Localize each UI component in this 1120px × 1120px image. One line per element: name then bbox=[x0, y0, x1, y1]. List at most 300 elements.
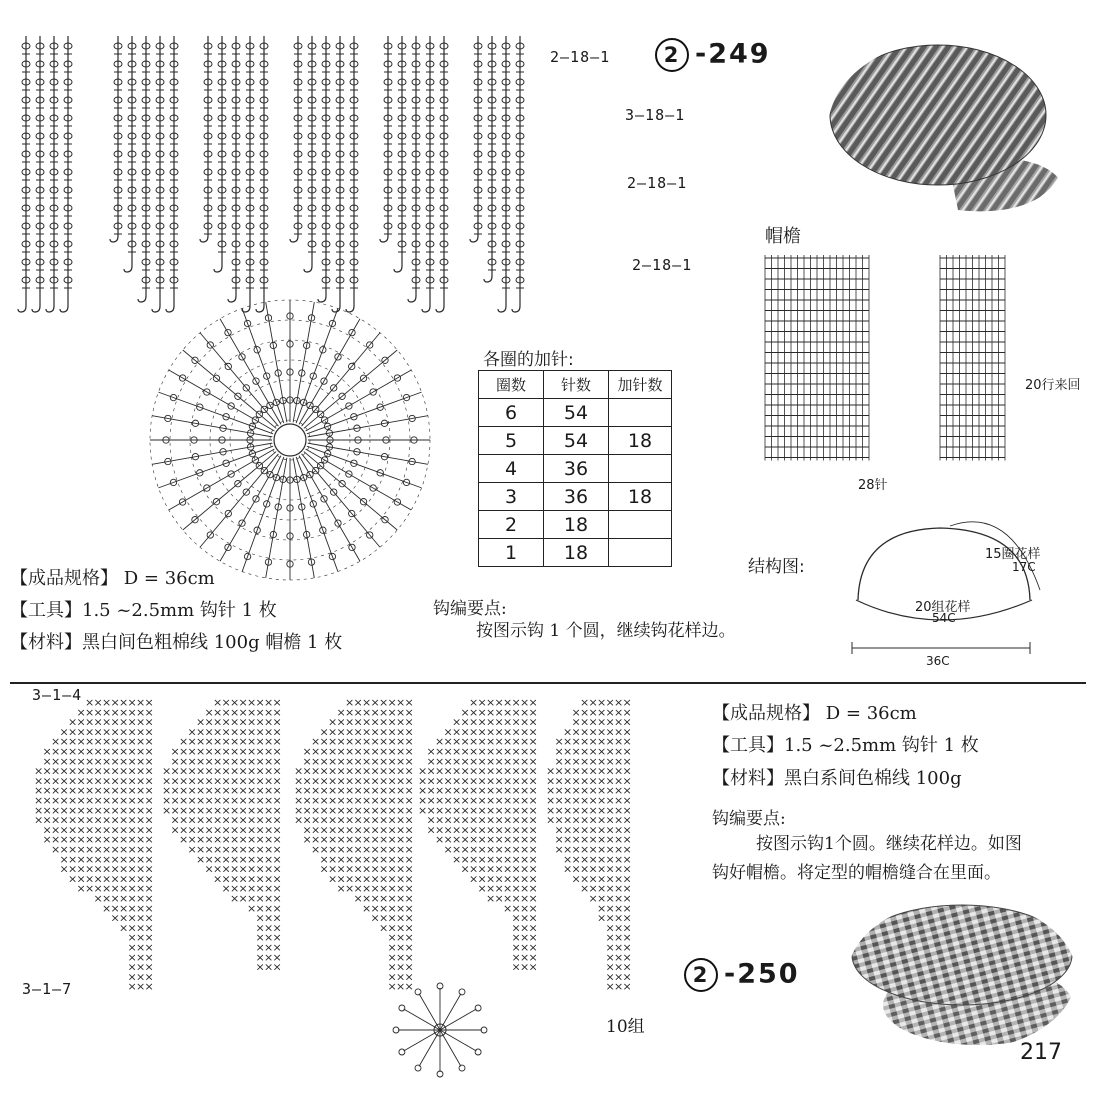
x-stitch: × bbox=[328, 715, 338, 729]
x-stitch: × bbox=[119, 803, 129, 817]
x-stitch: × bbox=[580, 843, 590, 856]
x-stitch: × bbox=[238, 852, 248, 866]
x-stitch: × bbox=[528, 843, 538, 856]
x-stitch: × bbox=[563, 862, 573, 876]
x-stitch: × bbox=[76, 774, 86, 788]
x-stitch: × bbox=[396, 696, 406, 709]
x-stitch: × bbox=[370, 745, 380, 758]
cell: 54 bbox=[544, 427, 609, 455]
x-stitch: × bbox=[614, 705, 624, 719]
x-stitch: × bbox=[396, 725, 406, 739]
circled-number: 2 bbox=[655, 38, 689, 72]
x-stitch: × bbox=[563, 833, 573, 847]
x-stitch: × bbox=[213, 715, 223, 729]
x-stitch: × bbox=[68, 715, 78, 729]
x-stitch: × bbox=[59, 754, 69, 768]
x-stitch: × bbox=[486, 892, 496, 905]
x-stitch: × bbox=[272, 725, 282, 739]
x-stitch: × bbox=[396, 794, 406, 807]
x-stitch: × bbox=[179, 813, 189, 827]
x-stitch: × bbox=[247, 715, 257, 729]
x-stitch: × bbox=[469, 852, 479, 866]
x-stitch: × bbox=[404, 950, 414, 964]
spec-value: D = 36cm bbox=[123, 568, 215, 589]
x-stitch: × bbox=[520, 735, 530, 749]
x-stitch: × bbox=[452, 774, 462, 788]
x-stitch: × bbox=[272, 715, 282, 729]
x-stitch: × bbox=[328, 833, 338, 847]
x-stitch: × bbox=[213, 784, 223, 798]
x-stitch: × bbox=[443, 823, 453, 837]
x-stitch: × bbox=[622, 705, 632, 719]
x-stitch: × bbox=[580, 705, 590, 719]
x-stitch: × bbox=[563, 754, 573, 768]
x-stitch: × bbox=[571, 843, 581, 856]
x-stitch: × bbox=[230, 882, 240, 896]
x-stitch: × bbox=[255, 735, 265, 749]
x-stitch: × bbox=[93, 794, 103, 807]
x-stitch: × bbox=[187, 735, 197, 749]
x-stitch: × bbox=[76, 872, 86, 886]
x-stitch: × bbox=[435, 794, 445, 807]
structure-title: 结构图: bbox=[748, 557, 805, 577]
x-stitch: × bbox=[370, 735, 380, 749]
round-spoke bbox=[307, 446, 422, 488]
x-stitch: × bbox=[580, 715, 590, 729]
x-stitch: × bbox=[396, 715, 406, 729]
x-stitch: × bbox=[272, 735, 282, 749]
x-stitch: × bbox=[238, 803, 248, 817]
x-stitch: × bbox=[319, 735, 329, 749]
cell bbox=[609, 511, 672, 539]
x-stitch: × bbox=[230, 696, 240, 709]
x-stitch: × bbox=[93, 843, 103, 856]
x-stitch: × bbox=[93, 872, 103, 886]
x-stitch: × bbox=[345, 813, 355, 827]
x-stitch: × bbox=[605, 794, 615, 807]
increase-table bbox=[478, 370, 672, 567]
x-stitch: × bbox=[486, 715, 496, 729]
x-stitch: × bbox=[477, 813, 487, 827]
x-stitch: × bbox=[136, 980, 146, 994]
x-stitch: × bbox=[404, 784, 414, 798]
x-stitch: × bbox=[204, 735, 214, 749]
x-stitch: × bbox=[34, 794, 44, 807]
x-stitch: × bbox=[597, 852, 607, 866]
x-stitch: × bbox=[119, 794, 129, 807]
x-stitch: × bbox=[580, 813, 590, 827]
x-stitch: × bbox=[379, 715, 389, 729]
x-stitch: × bbox=[404, 823, 414, 837]
x-stitch: × bbox=[580, 862, 590, 876]
x-stitch: × bbox=[520, 803, 530, 817]
x-stitch: × bbox=[221, 745, 231, 758]
x-stitch: × bbox=[170, 754, 180, 768]
x-stitch: × bbox=[477, 862, 487, 876]
x-stitch: × bbox=[404, 794, 414, 807]
x-stitch: × bbox=[221, 696, 231, 709]
groups-label: 10组 bbox=[606, 1017, 645, 1037]
x-stitch: × bbox=[353, 696, 363, 709]
x-stitch: × bbox=[302, 794, 312, 807]
x-stitch: × bbox=[127, 774, 137, 788]
x-stitch: × bbox=[477, 872, 487, 886]
x-stitch: × bbox=[204, 803, 214, 817]
motif-loop bbox=[415, 989, 421, 995]
x-stitch: × bbox=[387, 725, 397, 739]
x-stitch: × bbox=[127, 931, 137, 945]
x-stitch: × bbox=[396, 813, 406, 827]
x-stitch: × bbox=[179, 754, 189, 768]
x-stitch: × bbox=[486, 843, 496, 856]
x-stitch: × bbox=[264, 852, 274, 866]
x-stitch: × bbox=[597, 833, 607, 847]
x-stitch: × bbox=[605, 960, 615, 974]
x-stitch: × bbox=[353, 892, 363, 905]
x-stitch: × bbox=[511, 843, 521, 856]
x-stitch: × bbox=[494, 862, 504, 876]
x-stitch: × bbox=[404, 882, 414, 896]
x-stitch: × bbox=[404, 921, 414, 935]
x-stitch: × bbox=[528, 931, 538, 945]
x-stitch: × bbox=[580, 803, 590, 817]
x-stitch: × bbox=[614, 882, 624, 896]
x-stitch: × bbox=[588, 794, 598, 807]
x-stitch: × bbox=[102, 852, 112, 866]
x-stitch: × bbox=[238, 745, 248, 758]
x-stitch: × bbox=[272, 892, 282, 905]
x-stitch: × bbox=[213, 725, 223, 739]
x-stitch: × bbox=[353, 803, 363, 817]
x-stitch: × bbox=[85, 823, 95, 837]
x-stitch: × bbox=[102, 705, 112, 719]
x-stitch: × bbox=[426, 823, 436, 837]
x-stitch: × bbox=[460, 774, 470, 788]
x-stitch: × bbox=[255, 901, 265, 915]
x-stitch: × bbox=[264, 725, 274, 739]
x-stitch: × bbox=[319, 862, 329, 876]
x-stitch: × bbox=[42, 745, 52, 758]
x-stitch: × bbox=[127, 960, 137, 974]
x-stitch: × bbox=[443, 764, 453, 778]
x-stitch: × bbox=[136, 970, 146, 984]
x-stitch: × bbox=[255, 764, 265, 778]
x-stitch: × bbox=[264, 862, 274, 876]
x-stitch: × bbox=[204, 774, 214, 788]
x-stitch: × bbox=[362, 852, 372, 866]
x-stitch: × bbox=[622, 715, 632, 729]
x-stitch: × bbox=[247, 833, 257, 847]
section-divider bbox=[10, 682, 1086, 684]
cell: 3 bbox=[479, 483, 544, 511]
x-stitch: × bbox=[230, 813, 240, 827]
x-stitch: × bbox=[580, 872, 590, 886]
x-stitch: × bbox=[486, 813, 496, 827]
x-stitch: × bbox=[379, 745, 389, 758]
x-stitch: × bbox=[238, 774, 248, 788]
x-stitch: × bbox=[563, 823, 573, 837]
spec-value: 1.5 ~2.5mm 钩针 1 枚 bbox=[82, 600, 277, 621]
x-stitch: × bbox=[528, 794, 538, 807]
x-stitch: × bbox=[230, 745, 240, 758]
x-stitch: × bbox=[230, 705, 240, 719]
x-stitch: × bbox=[144, 960, 154, 974]
x-stitch: × bbox=[486, 735, 496, 749]
x-stitch: × bbox=[144, 823, 154, 837]
x-stitch: × bbox=[426, 803, 436, 817]
x-stitch: × bbox=[571, 754, 581, 768]
x-stitch: × bbox=[469, 872, 479, 886]
x-stitch: × bbox=[469, 862, 479, 876]
x-stitch: × bbox=[85, 803, 95, 817]
x-stitch: × bbox=[110, 745, 120, 758]
x-stitch: × bbox=[571, 725, 581, 739]
x-stitch: × bbox=[563, 852, 573, 866]
x-stitch: × bbox=[213, 794, 223, 807]
x-stitch: × bbox=[387, 784, 397, 798]
x-stitch: × bbox=[187, 745, 197, 758]
x-stitch: × bbox=[196, 852, 206, 866]
x-stitch: × bbox=[387, 764, 397, 778]
x-stitch: × bbox=[110, 843, 120, 856]
x-stitch: × bbox=[336, 862, 346, 876]
x-stitch: × bbox=[494, 725, 504, 739]
x-stitch: × bbox=[294, 803, 304, 817]
stitch-hook bbox=[256, 306, 264, 312]
x-stitch: × bbox=[477, 843, 487, 856]
x-stitch: × bbox=[144, 833, 154, 847]
spec-value: 1.5 ~2.5mm 钩针 1 枚 bbox=[784, 735, 979, 756]
x-stitch: × bbox=[85, 843, 95, 856]
x-stitch: × bbox=[511, 862, 521, 876]
x-stitch: × bbox=[597, 745, 607, 758]
x-stitch: × bbox=[85, 764, 95, 778]
x-stitch: × bbox=[426, 764, 436, 778]
x-stitch: × bbox=[588, 764, 598, 778]
x-stitch: × bbox=[404, 754, 414, 768]
x-stitch: × bbox=[204, 745, 214, 758]
x-stitch: × bbox=[51, 735, 61, 749]
x-stitch: × bbox=[571, 803, 581, 817]
structure-width-c: 36C bbox=[926, 654, 950, 668]
x-stitch: × bbox=[469, 843, 479, 856]
x-stitch: × bbox=[486, 696, 496, 709]
x-stitch: × bbox=[520, 833, 530, 847]
x-stitch: × bbox=[353, 715, 363, 729]
x-stitch: × bbox=[605, 774, 615, 788]
x-stitch: × bbox=[597, 813, 607, 827]
x-stitch: × bbox=[230, 862, 240, 876]
x-stitch: × bbox=[345, 774, 355, 788]
motif-loop bbox=[415, 1065, 421, 1071]
x-stitch: × bbox=[469, 725, 479, 739]
x-stitch: × bbox=[503, 803, 513, 817]
x-stitch: × bbox=[230, 803, 240, 817]
x-stitch: × bbox=[272, 862, 282, 876]
x-stitch: × bbox=[102, 784, 112, 798]
x-stitch: × bbox=[328, 735, 338, 749]
x-stitch: × bbox=[396, 705, 406, 719]
x-stitch: × bbox=[511, 735, 521, 749]
x-stitch: × bbox=[605, 754, 615, 768]
x-stitch: × bbox=[554, 843, 564, 856]
x-stitch: × bbox=[34, 803, 44, 817]
x-stitch: × bbox=[588, 803, 598, 817]
cell: 18 bbox=[544, 511, 609, 539]
x-stitch: × bbox=[370, 715, 380, 729]
stitch-hook bbox=[436, 306, 444, 312]
x-stitch: × bbox=[93, 852, 103, 866]
x-stitch: × bbox=[370, 823, 380, 837]
x-stitch: × bbox=[85, 754, 95, 768]
x-stitch: × bbox=[345, 823, 355, 837]
x-stitch: × bbox=[230, 892, 240, 905]
x-stitch: × bbox=[528, 745, 538, 758]
x-stitch: × bbox=[452, 803, 462, 817]
x-stitch: × bbox=[435, 735, 445, 749]
x-stitch: × bbox=[379, 862, 389, 876]
x-stitch: × bbox=[588, 862, 598, 876]
x-stitch: × bbox=[387, 705, 397, 719]
x-stitch: × bbox=[221, 794, 231, 807]
x-stitch: × bbox=[119, 813, 129, 827]
x-stitch: × bbox=[379, 892, 389, 905]
x-stitch: × bbox=[622, 843, 632, 856]
x-stitch: × bbox=[93, 754, 103, 768]
x-stitch: × bbox=[336, 843, 346, 856]
x-stitch: × bbox=[76, 725, 86, 739]
x-stitch: × bbox=[76, 754, 86, 768]
stitch-hook bbox=[32, 306, 40, 312]
pattern-number-text: -250 bbox=[724, 958, 800, 990]
x-stitch: × bbox=[622, 754, 632, 768]
x-stitch: × bbox=[486, 833, 496, 847]
x-stitch: × bbox=[264, 745, 274, 758]
x-stitch: × bbox=[247, 794, 257, 807]
x-stitch: × bbox=[353, 794, 363, 807]
x-stitch: × bbox=[520, 950, 530, 964]
x-stitch: × bbox=[93, 833, 103, 847]
x-stitch: × bbox=[59, 803, 69, 817]
x-stitch: × bbox=[221, 764, 231, 778]
x-stitch: × bbox=[119, 892, 129, 905]
x-stitch: × bbox=[469, 784, 479, 798]
x-stitch: × bbox=[520, 784, 530, 798]
x-stitch: × bbox=[221, 882, 231, 896]
pattern-number-250 bbox=[684, 958, 800, 992]
x-stitch: × bbox=[494, 892, 504, 905]
x-stitch: × bbox=[264, 774, 274, 788]
x-stitch: × bbox=[93, 784, 103, 798]
x-stitch: × bbox=[460, 833, 470, 847]
x-stitch: × bbox=[486, 823, 496, 837]
x-stitch: × bbox=[247, 745, 257, 758]
x-stitch: × bbox=[59, 843, 69, 856]
x-stitch: × bbox=[396, 784, 406, 798]
x-stitch: × bbox=[336, 852, 346, 866]
x-stitch: × bbox=[622, 813, 632, 827]
x-stitch: × bbox=[345, 745, 355, 758]
x-stitch: × bbox=[503, 745, 513, 758]
x-stitch: × bbox=[85, 705, 95, 719]
x-stitch: × bbox=[119, 725, 129, 739]
x-stitch: × bbox=[247, 852, 257, 866]
x-stitch: × bbox=[272, 911, 282, 925]
x-stitch: × bbox=[571, 745, 581, 758]
x-stitch: × bbox=[353, 823, 363, 837]
x-stitch: × bbox=[460, 784, 470, 798]
x-stitch: × bbox=[272, 960, 282, 974]
stitch-hook bbox=[214, 266, 222, 272]
x-stitch: × bbox=[404, 931, 414, 945]
x-stitch: × bbox=[443, 794, 453, 807]
x-stitch: × bbox=[435, 813, 445, 827]
x-stitch: × bbox=[362, 882, 372, 896]
x-stitch: × bbox=[345, 696, 355, 709]
x-stitch: × bbox=[494, 696, 504, 709]
x-stitch: × bbox=[546, 774, 556, 788]
table-row bbox=[479, 427, 672, 455]
x-stitch: × bbox=[597, 823, 607, 837]
x-stitch: × bbox=[272, 696, 282, 709]
x-stitch: × bbox=[255, 833, 265, 847]
x-stitch: × bbox=[136, 941, 146, 954]
x-stitch: × bbox=[486, 784, 496, 798]
x-stitch: × bbox=[605, 862, 615, 876]
x-stitch: × bbox=[127, 950, 137, 964]
x-stitch: × bbox=[345, 794, 355, 807]
brim-title: 帽檐 bbox=[765, 226, 801, 247]
x-stitch: × bbox=[605, 950, 615, 964]
x-stitch: × bbox=[494, 843, 504, 856]
x-stitch: × bbox=[370, 754, 380, 768]
x-stitch: × bbox=[404, 705, 414, 719]
stitch-hook bbox=[512, 306, 520, 312]
x-stitch: × bbox=[528, 696, 538, 709]
x-stitch: × bbox=[238, 813, 248, 827]
x-stitch: × bbox=[494, 764, 504, 778]
x-stitch: × bbox=[319, 774, 329, 788]
x-stitch: × bbox=[230, 735, 240, 749]
x-stitch: × bbox=[110, 892, 120, 905]
x-stitch: × bbox=[362, 823, 372, 837]
x-stitch: × bbox=[379, 882, 389, 896]
x-stitch: × bbox=[247, 901, 257, 915]
x-stitch: × bbox=[605, 696, 615, 709]
x-stitch: × bbox=[503, 862, 513, 876]
x-stitch: × bbox=[370, 911, 380, 925]
row-label-top: 3—1—4 bbox=[32, 686, 83, 704]
x-stitch: × bbox=[59, 813, 69, 827]
x-stitch: × bbox=[520, 745, 530, 758]
x-stitch: × bbox=[213, 872, 223, 886]
x-stitch: × bbox=[452, 725, 462, 739]
x-stitch: × bbox=[435, 833, 445, 847]
x-stitch: × bbox=[93, 715, 103, 729]
x-stitch: × bbox=[272, 705, 282, 719]
x-stitch: × bbox=[546, 813, 556, 827]
x-stitch: × bbox=[571, 813, 581, 827]
x-stitch: × bbox=[622, 950, 632, 964]
x-stitch: × bbox=[477, 696, 487, 709]
x-stitch: × bbox=[68, 735, 78, 749]
x-stitch: × bbox=[486, 725, 496, 739]
x-stitch: × bbox=[580, 725, 590, 739]
x-stitch: × bbox=[353, 745, 363, 758]
x-stitch: × bbox=[170, 823, 180, 837]
x-stitch: × bbox=[136, 813, 146, 827]
x-stitch: × bbox=[379, 813, 389, 827]
